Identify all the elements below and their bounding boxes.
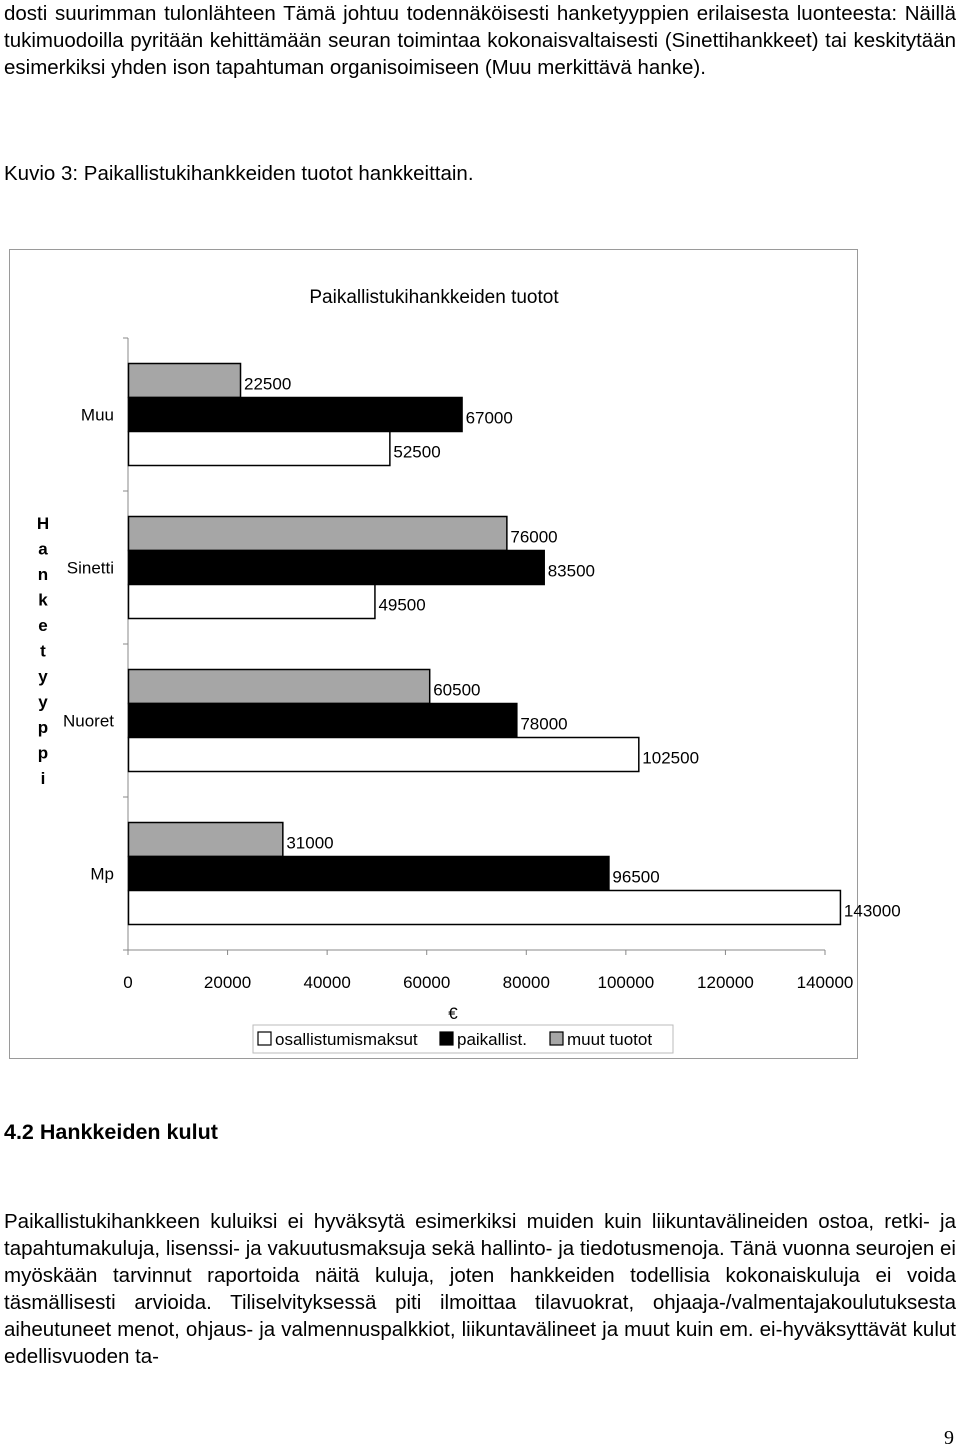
bar-nuoret-paikallist xyxy=(129,704,517,738)
bar-muu-paikallist xyxy=(129,398,463,432)
x-tick-label: 40000 xyxy=(303,973,351,992)
bar-sinetti-muuttuotot xyxy=(129,517,507,551)
x-tick-label: 80000 xyxy=(502,973,550,992)
y-axis-title-letter: y xyxy=(38,667,48,686)
y-axis-title-letter: p xyxy=(37,718,49,737)
chart-title: Paikallistukihankkeiden tuotot xyxy=(309,287,559,308)
y-axis-title-letter: a xyxy=(38,539,48,559)
body-paragraph xyxy=(4,1208,956,1370)
bar-sinetti-paikallist xyxy=(129,551,545,585)
bar-sinetti-osallistumismaksut xyxy=(129,585,375,619)
bar-value-label: 78000 xyxy=(520,714,568,734)
x-tick-label: 100000 xyxy=(597,973,655,992)
x-tick-label: 20000 xyxy=(203,973,252,992)
chart-frame xyxy=(9,249,901,1059)
x-tick-label: 0 xyxy=(123,973,133,992)
y-axis-title-letter: t xyxy=(40,641,46,661)
x-tick-label: 140000 xyxy=(796,973,854,992)
body-text: Paikallistukihankkeen kuluiksi ei hyväksytä esimerkiksi muiden kuin liikuntavälineiden ostoa, retki- ja tapahtumakuluja, lisenssi- ja vakuutusmaksuja sekä hallinto- ja tiedotusmenoja. Tänä vuonna seurojen ei myöskään tarvinnut raportoida näitä kuluja, joten hankkeiden todellisia kokonaiskuluja ei voida täsmällisesti arvioida. Tiliselvityksessä piti ilmoittaa tilavuokrat, ohjaaja-/valmentajakoulutuksesta aiheutuneet menot, ohjaus- ja valmennuspalkkiot, liikuntavälineet ja muut kuin em. ei-hyväksyttävät kulut edellisvuoden ta- xyxy=(4,1210,956,1368)
bar-muu-muuttuotot xyxy=(129,364,241,398)
bar-mp-osallistumismaksut xyxy=(129,891,841,925)
category-label-sinetti: Sinetti xyxy=(66,558,114,578)
bar-muu-osallistumismaksut xyxy=(129,432,390,466)
y-axis-title-letter: n xyxy=(37,565,49,584)
bar-value-label: 67000 xyxy=(465,408,513,428)
page-number: 9 xyxy=(944,1427,954,1449)
category-label-muu: Muu xyxy=(80,405,114,425)
category-label-mp: Mp xyxy=(90,864,114,884)
bar-chart xyxy=(10,250,901,1060)
y-axis-title-letter: p xyxy=(37,743,49,763)
bar-value-label: 143000 xyxy=(843,901,901,921)
figure-caption: Kuvio 3: Paikallistukihankkeiden tuotot hankkeittain. xyxy=(4,162,474,185)
y-axis-title-letter: y xyxy=(38,692,48,712)
bar-nuoret-osallistumismaksut xyxy=(129,738,639,772)
bar-value-label: 96500 xyxy=(612,867,660,887)
y-axis-title-letter: e xyxy=(38,616,48,635)
bar-value-label: 22500 xyxy=(244,374,292,394)
y-axis-title-letter: k xyxy=(38,590,48,610)
bar-nuoret-muuttuotot xyxy=(129,670,430,704)
bar-value-label: 102500 xyxy=(642,748,700,768)
section-heading: 4.2 Hankkeiden kulut xyxy=(4,1120,218,1144)
x-axis-title: € xyxy=(448,1004,458,1023)
bar-mp-paikallist xyxy=(129,857,609,891)
bar-value-label: 83500 xyxy=(547,561,595,581)
legend-swatch-osallistumismaksut xyxy=(258,1032,271,1045)
legend-swatch-paikallist xyxy=(440,1032,453,1045)
y-axis-title-letter: H xyxy=(36,514,50,533)
bar-value-label: 60500 xyxy=(433,680,481,700)
legend-label: paikallist. xyxy=(457,1030,527,1049)
legend-swatch-muuttuotot xyxy=(550,1032,563,1045)
bar-value-label: 52500 xyxy=(393,442,441,462)
legend-label: osallistumismaksut xyxy=(275,1030,418,1049)
bar-value-label: 49500 xyxy=(378,595,426,615)
bar-mp-muuttuotot xyxy=(129,823,283,857)
x-tick-label: 60000 xyxy=(403,973,451,992)
y-axis-title-letter: i xyxy=(40,769,46,788)
intro-paragraph xyxy=(4,0,956,81)
bar-value-label: 31000 xyxy=(286,833,334,853)
x-tick-label: 120000 xyxy=(697,973,754,992)
category-label-nuoret: Nuoret xyxy=(62,711,114,731)
intro-text: dosti suurimman tulonlähteen Tämä johtuu todennäköisesti hanketyyppien erilaisesta luonteesta: Näillä tukimuodoilla pyritään kehittämään seuran toimintaa kokonaisvaltaisesti (Sinettihankkeet) tai keskitytään esimerkiksi yhden ison tapahtuman organisoimiseen (Muu merkittävä hanke). xyxy=(4,2,956,79)
bar-value-label: 76000 xyxy=(510,527,558,547)
legend-label: muut tuotot xyxy=(567,1030,653,1049)
